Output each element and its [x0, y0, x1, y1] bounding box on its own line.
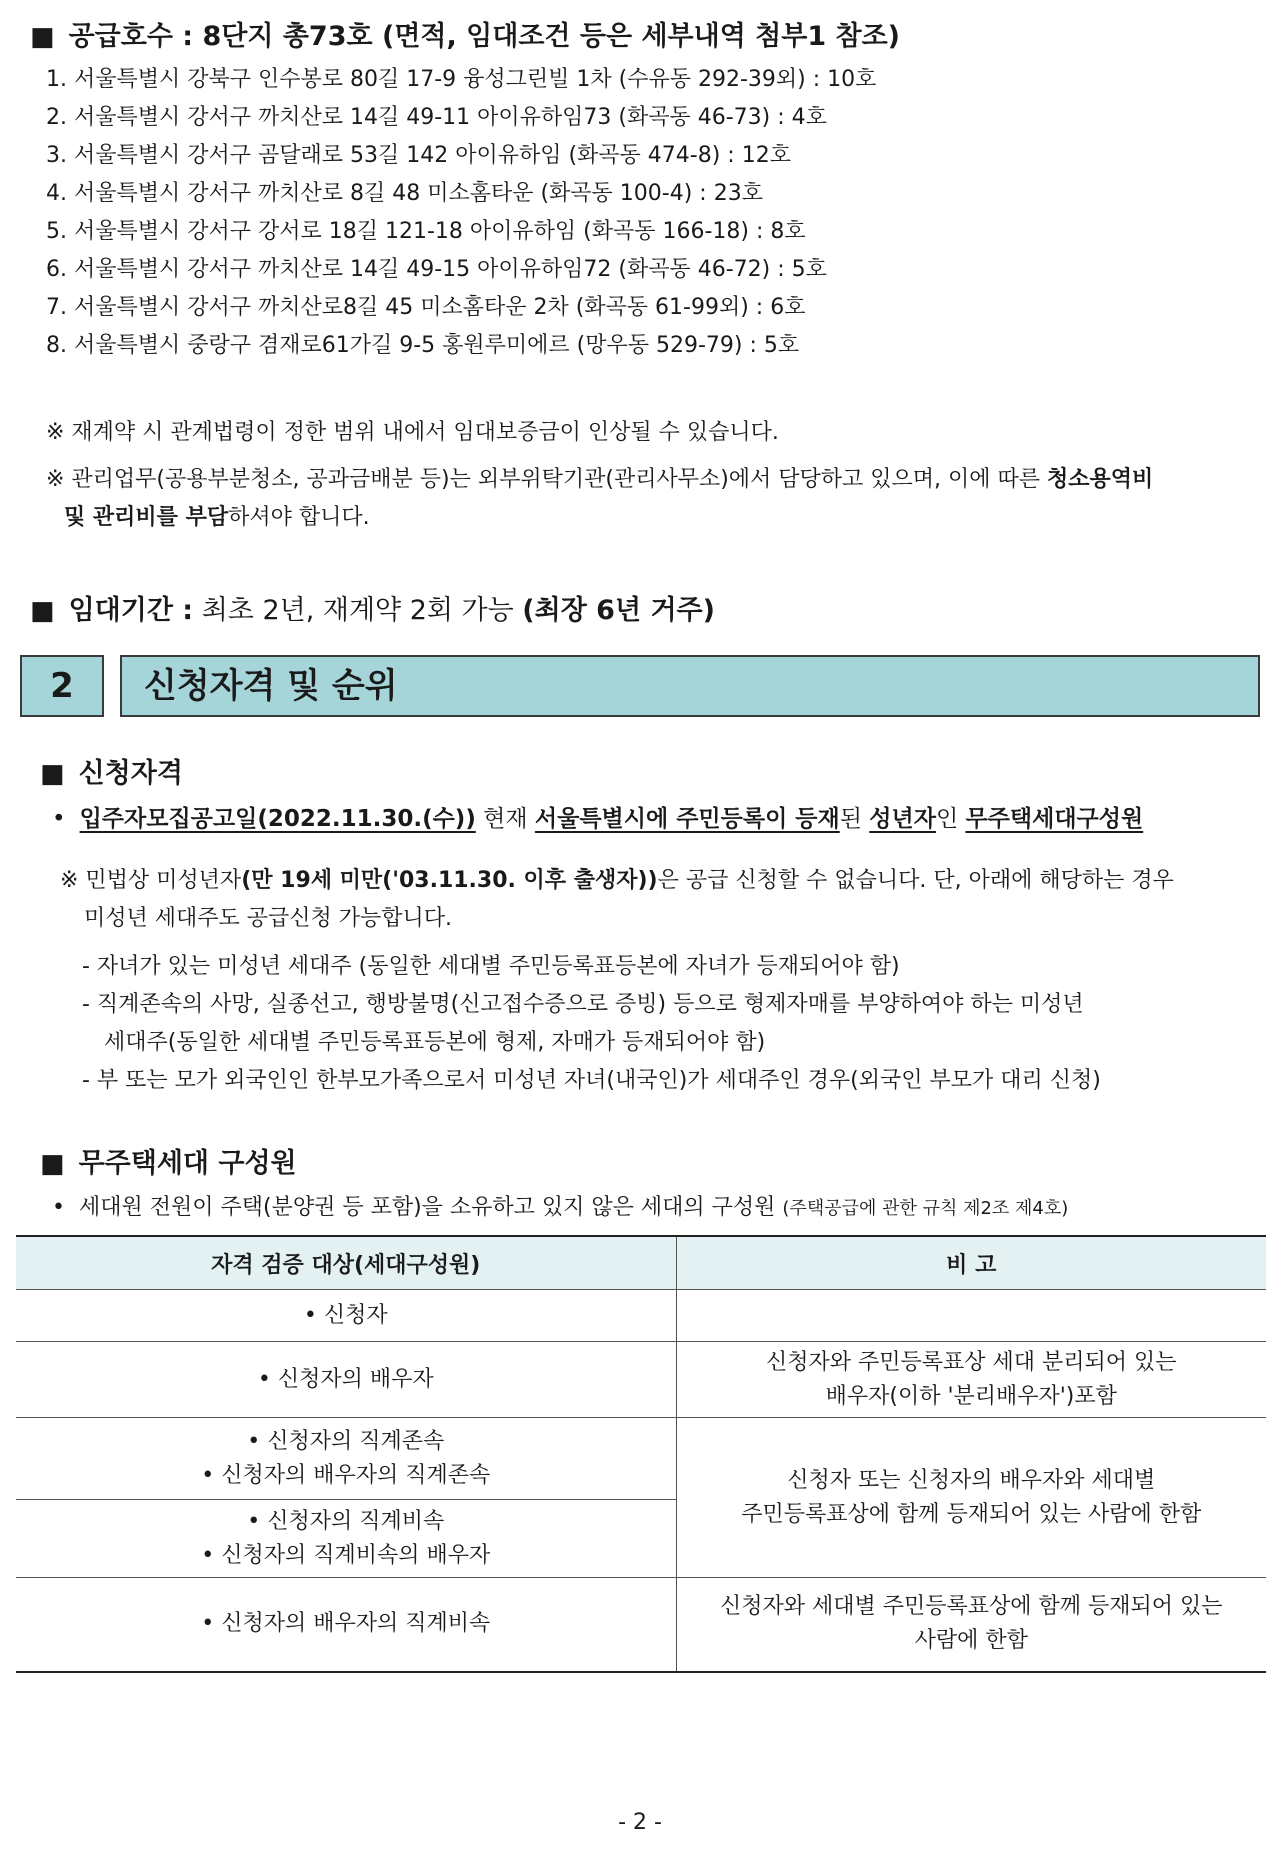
eligibility-heading-text: 신청자격: [78, 758, 183, 789]
note-deposit-increase: ※ 재계약 시 관계법령이 정한 범위 내에서 임대보증금이 인상될 수 있습니다.: [46, 420, 779, 445]
supply-item-2: 2. 서울특별시 강서구 까치산로 14길 49-11 아이유하임73 (화곡동 46-73) : 4호: [46, 105, 827, 130]
lease-label: 임대기간 :: [68, 595, 194, 626]
section-title: 신청자격 및 순위: [120, 655, 1260, 717]
lease-text: 최초 2년, 재계약 2회 가능: [193, 595, 523, 626]
table-cell-ascendants: [16, 1418, 676, 1500]
table-cell-spouse-descendants: • 신청자의 배우자의 직계비속: [16, 1578, 676, 1672]
note-management-tail: 하셔야 합니다.: [228, 505, 370, 530]
table-cell-spouse-remark: [676, 1342, 1266, 1418]
eligibility-registration: 서울특별시에 주민등록이 등재: [534, 806, 840, 832]
table-cell-empty: [676, 1290, 1266, 1342]
spouse-remark-line2: 배우자(이하 '분리배우자')포함: [825, 1383, 1117, 1409]
note-management-bold1: 청소용역비: [1047, 467, 1154, 492]
eligibility-main-bullet: [52, 800, 1143, 833]
minor-case-2-line1: - 직계존속의 사망, 실종선고, 행방불명(신고접수증으로 증빙) 등으로 형제자매를 부양하여야 하는 미성년: [82, 992, 1084, 1017]
spouse-descendants-remark-line1: 신청자와 세대별 주민등록표상에 함께 등재되어 있는: [719, 1594, 1223, 1620]
eligibility-text-1: 현재: [475, 806, 535, 832]
eligibility-adult: 성년자: [869, 806, 936, 832]
page-number: - 2 -: [618, 1810, 662, 1835]
square-bullet-icon: ■: [40, 759, 65, 789]
supply-item-7: 7. 서울특별시 강서구 까치산로8길 45 미소홈타운 2차 (화곡동 61-99외) : 6호: [46, 295, 806, 320]
supply-heading: [30, 14, 900, 53]
supply-item-4: 4. 서울특별시 강서구 까치산로 8길 48 미소홈타운 (화곡동 100-4) : 23호: [46, 181, 763, 206]
note-management-line1: [46, 462, 1153, 493]
bullet-icon: •: [52, 806, 66, 832]
minor-note-tail: 은 공급 신청할 수 없습니다. 단, 아래에 해당하는 경우: [657, 868, 1174, 893]
square-bullet-icon: ■: [40, 1149, 65, 1179]
family-remark-line2: 주민등록표상에 함께 등재되어 있는 사람에 한함: [741, 1501, 1202, 1527]
lease-max: (최장 6년 거주): [522, 595, 715, 626]
note-management-text: ※ 관리업무(공용부분청소, 공과금배분 등)는 외부위탁기관(관리사무소)에서 담당하고 있으며, 이에 따른: [46, 467, 1048, 492]
square-bullet-icon: ■: [30, 596, 55, 626]
bullet-icon: •: [52, 1195, 65, 1220]
supply-item-6: 6. 서울특별시 강서구 까치산로 14길 49-15 아이유하임72 (화곡동 46-72) : 5호: [46, 257, 827, 282]
supply-item-3: 3. 서울특별시 강서구 곰달래로 53길 142 아이유하임 (화곡동 474-8) : 12호: [46, 143, 791, 168]
table-cell-family-remark: [676, 1418, 1266, 1578]
table-cell-descendants: [16, 1500, 676, 1578]
table-cell-spouse: • 신청자의 배우자: [16, 1342, 676, 1418]
minor-case-2-line2: 세대주(동일한 세대별 주민등록표등본에 형제, 자매가 등재되어야 함): [104, 1030, 766, 1055]
household-rule-ref: (주택공급에 관한 규칙 제2조 제4호): [782, 1198, 1069, 1219]
ascendant-line1: • 신청자의 직계존속: [247, 1428, 445, 1454]
square-bullet-icon: ■: [30, 22, 55, 52]
household-heading-text: 무주택세대 구성원: [78, 1148, 297, 1179]
minor-case-3: - 부 또는 모가 외국인인 한부모가족으로서 미성년 자녀(내국인)가 세대주인 경우(외국인 부모가 대리 신청): [82, 1068, 1101, 1093]
note-management-line2: [64, 500, 370, 531]
note-management-bold2: 및 관리비를 부담: [64, 505, 229, 530]
minor-note-line1: [60, 863, 1174, 894]
table-header-row: [16, 1236, 1266, 1290]
spouse-descendants-remark-line2: 사람에 한함: [914, 1628, 1028, 1654]
eligibility-text-2: 된: [839, 806, 870, 832]
table-row: [16, 1290, 1266, 1342]
supply-item-8: 8. 서울특별시 중랑구 겸재로61가길 9-5 홍원루미에르 (망우동 529-79) : 5호: [46, 333, 800, 358]
family-remark-line1: 신청자 또는 신청자의 배우자와 세대별: [787, 1467, 1156, 1493]
descendant-line2: • 신청자의 직계비속의 배우자: [201, 1542, 491, 1568]
descendant-line1: • 신청자의 직계비속: [247, 1508, 445, 1534]
minor-note-text: ※ 민법상 미성년자: [60, 868, 242, 893]
minor-note-bold: (만 19세 미만('03.11.30. 이후 출생자)): [241, 868, 658, 893]
ascendant-line2: • 신청자의 배우자의 직계존속: [201, 1462, 491, 1488]
household-definition: [52, 1190, 1068, 1221]
table-header-remark: 비 고: [676, 1236, 1266, 1290]
section-number: 2: [20, 655, 104, 717]
table-header-target: 자격 검증 대상(세대구성원): [16, 1236, 676, 1290]
table-row: [16, 1578, 1266, 1672]
eligibility-heading: [40, 751, 183, 790]
supply-heading-text: 공급호수 : 8단지 총73호 (면적, 임대조건 등은 세부내역 첨부1 참조): [68, 21, 901, 52]
lease-period-heading: [30, 588, 715, 627]
minor-note-line2: 미성년 세대주도 공급신청 가능합니다.: [84, 906, 453, 931]
eligibility-homeless-member: 무주택세대구성원: [965, 806, 1144, 832]
table-row: [16, 1418, 1266, 1500]
table-row: [16, 1342, 1266, 1418]
table-cell-spouse-descendants-remark: [676, 1578, 1266, 1672]
spouse-remark-line1: 신청자와 주민등록표상 세대 분리되어 있는: [765, 1349, 1177, 1375]
verification-table: [16, 1235, 1266, 1673]
eligibility-date: 입주자모집공고일(2022.11.30.(수)): [79, 806, 476, 832]
minor-case-1: - 자녀가 있는 미성년 세대주 (동일한 세대별 주민등록표등본에 자녀가 등재되어야 함): [82, 954, 900, 979]
eligibility-text-3: 인: [935, 806, 966, 832]
household-text: 세대원 전원이 주택(분양권 등 포함)을 소유하고 있지 않은 세대의 구성원: [78, 1195, 783, 1220]
supply-item-1: 1. 서울특별시 강북구 인수봉로 80길 17-9 융성그린빌 1차 (수유동 292-39외) : 10호: [46, 67, 877, 92]
household-heading: [40, 1141, 297, 1180]
supply-item-5: 5. 서울특별시 강서구 강서로 18길 121-18 아이유하임 (화곡동 166-18) : 8호: [46, 219, 806, 244]
table-cell-applicant: • 신청자: [16, 1290, 676, 1342]
